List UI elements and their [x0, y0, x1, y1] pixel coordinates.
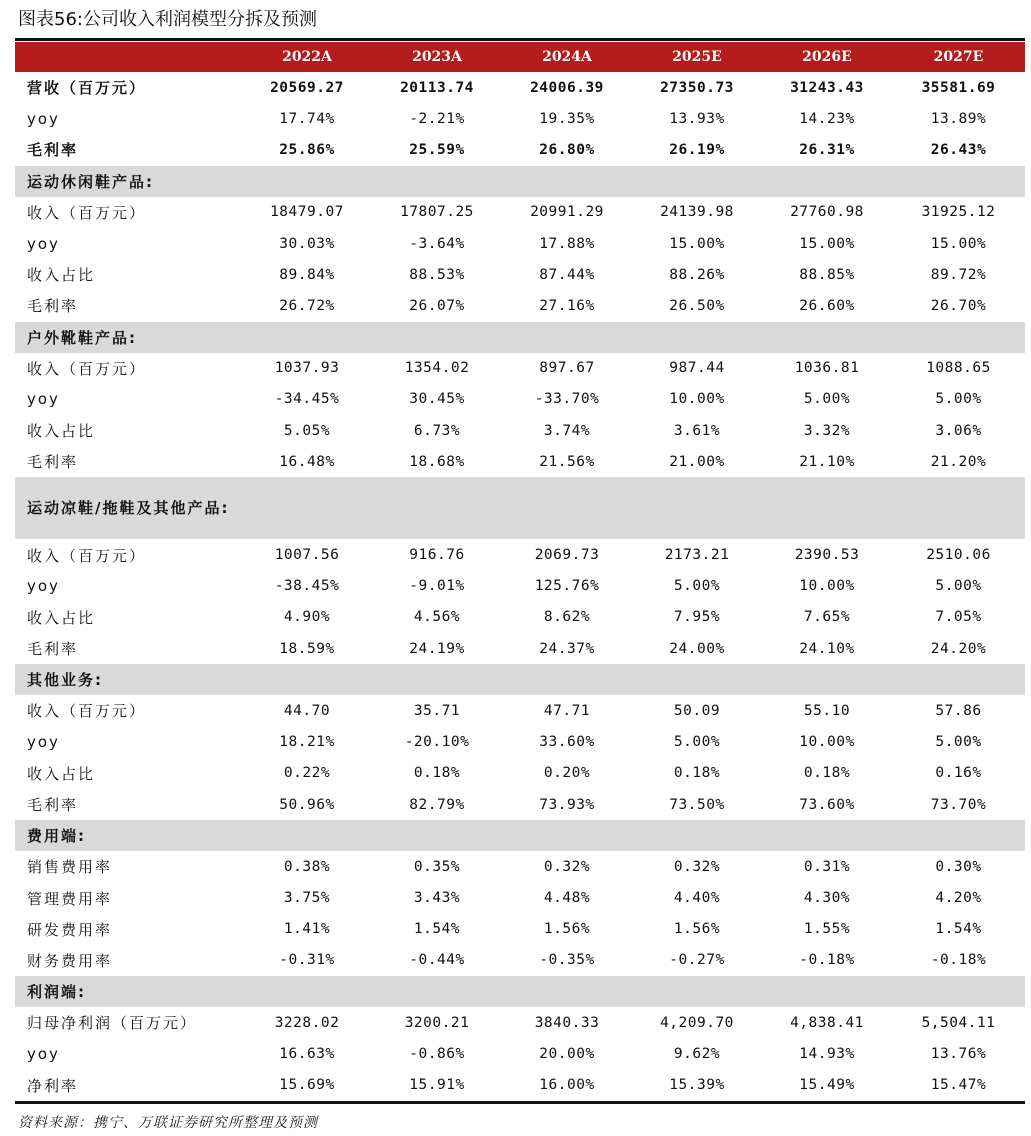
- value-cell: 0.20%: [543, 765, 591, 782]
- row-label: 归母净利润（百万元）: [27, 1014, 198, 1033]
- table-row: [15, 353, 1025, 384]
- row-label: 运动凉鞋/拖鞋及其他产品:: [15, 477, 242, 539]
- value-cell: [762, 166, 892, 197]
- table-row: [15, 134, 1025, 165]
- value-cell: 16.00%: [539, 1077, 595, 1094]
- value-cell: 1.55%: [803, 921, 851, 938]
- table-row: [15, 290, 1025, 321]
- row-label: 费用端:: [15, 820, 242, 851]
- value-cell: 17807.25: [400, 204, 474, 221]
- value-cell: [242, 477, 372, 539]
- table-row: [15, 633, 1025, 664]
- value-cell: -0.35%: [539, 952, 595, 969]
- row-label: yoy: [27, 577, 60, 596]
- value-cell: -0.18%: [930, 952, 987, 969]
- row-label: 收入占比: [27, 266, 96, 285]
- table-row: [15, 1038, 1025, 1069]
- value-cell: [762, 322, 892, 353]
- value-cell: 4.90%: [283, 609, 331, 626]
- value-cell: 0.31%: [803, 858, 851, 875]
- value-cell: [762, 820, 892, 851]
- value-cell: 20.00%: [539, 1046, 595, 1063]
- value-cell: 5.00%: [935, 734, 982, 751]
- value-cell: 30.45%: [409, 391, 465, 408]
- row-label: yoy: [27, 733, 60, 752]
- value-cell: 3228.02: [274, 1014, 340, 1031]
- value-cell: 4.48%: [543, 890, 591, 907]
- row-label: 毛利率: [27, 297, 79, 316]
- value-cell: [762, 976, 892, 1007]
- section-header-row: [15, 322, 1025, 353]
- section-header-row: [15, 166, 1025, 197]
- value-cell: 5.00%: [673, 734, 721, 751]
- value-cell: 26.80%: [539, 141, 595, 158]
- header-cell-year: 2025E: [632, 42, 762, 72]
- value-cell: 73.60%: [799, 796, 855, 813]
- value-cell: 26.50%: [669, 297, 725, 314]
- value-cell: 30.03%: [279, 235, 335, 252]
- bottom-rule: [15, 1101, 1025, 1104]
- value-cell: 89.84%: [279, 266, 335, 283]
- value-cell: 125.76%: [534, 578, 600, 595]
- value-cell: -20.10%: [404, 734, 470, 751]
- value-cell: 4.20%: [935, 890, 982, 907]
- value-cell: [242, 166, 372, 197]
- table-row: [15, 883, 1025, 914]
- value-cell: 17.74%: [279, 110, 335, 127]
- value-cell: [892, 976, 1025, 1007]
- value-cell: 25.59%: [409, 141, 465, 158]
- value-cell: 24.00%: [669, 640, 725, 657]
- value-cell: 5.00%: [673, 578, 721, 595]
- value-cell: 13.89%: [930, 110, 987, 127]
- value-cell: 18479.07: [270, 204, 344, 221]
- value-cell: 15.49%: [799, 1077, 855, 1094]
- value-cell: 0.30%: [935, 858, 982, 875]
- row-label: yoy: [27, 390, 60, 409]
- value-cell: 21.56%: [539, 453, 595, 470]
- table-row: [15, 72, 1025, 103]
- value-cell: [632, 664, 762, 695]
- value-cell: -38.45%: [274, 578, 340, 595]
- value-cell: 2390.53: [794, 547, 860, 564]
- value-cell: 0.16%: [935, 765, 982, 782]
- value-cell: -0.31%: [279, 952, 335, 969]
- value-cell: [502, 820, 632, 851]
- value-cell: 19.35%: [539, 110, 595, 127]
- row-label: yoy: [27, 109, 60, 128]
- value-cell: 7.65%: [803, 609, 851, 626]
- value-cell: 1.54%: [935, 921, 982, 938]
- value-cell: 25.86%: [279, 141, 335, 158]
- value-cell: [372, 166, 502, 197]
- value-cell: 10.00%: [799, 734, 855, 751]
- value-cell: [242, 664, 372, 695]
- value-cell: 3.75%: [283, 890, 331, 907]
- value-cell: 47.71: [543, 702, 591, 719]
- value-cell: 0.18%: [673, 765, 721, 782]
- row-label: 营收（百万元）: [27, 79, 147, 98]
- value-cell: 0.38%: [283, 858, 331, 875]
- value-cell: [502, 477, 632, 539]
- table-row: [15, 727, 1025, 758]
- value-cell: 27350.73: [660, 79, 734, 96]
- row-label: 利润端:: [15, 976, 242, 1007]
- value-cell: [632, 976, 762, 1007]
- value-cell: 44.70: [283, 702, 331, 719]
- value-cell: -3.64%: [409, 235, 465, 252]
- value-cell: [372, 477, 502, 539]
- value-cell: 1.41%: [283, 921, 331, 938]
- value-cell: 82.79%: [409, 796, 465, 813]
- financial-model-table: [15, 42, 1025, 1101]
- value-cell: [892, 477, 1025, 539]
- value-cell: [372, 976, 502, 1007]
- value-cell: 35.71: [413, 702, 461, 719]
- value-cell: [892, 820, 1025, 851]
- value-cell: 0.32%: [543, 858, 591, 875]
- value-cell: 50.96%: [279, 796, 335, 813]
- value-cell: 3.43%: [413, 890, 461, 907]
- value-cell: [892, 664, 1025, 695]
- value-cell: 3840.33: [534, 1014, 600, 1031]
- value-cell: 1.56%: [543, 921, 591, 938]
- value-cell: [242, 976, 372, 1007]
- value-cell: -0.27%: [669, 952, 725, 969]
- value-cell: 21.00%: [669, 453, 725, 470]
- value-cell: 4,209.70: [660, 1014, 734, 1031]
- value-cell: [372, 664, 502, 695]
- value-cell: 5.00%: [803, 391, 851, 408]
- value-cell: 24.10%: [799, 640, 855, 657]
- table-row: [15, 914, 1025, 945]
- section-header-row: [15, 477, 1025, 539]
- value-cell: 6.73%: [413, 422, 461, 439]
- row-label: 收入（百万元）: [27, 546, 147, 565]
- value-cell: 1354.02: [404, 360, 470, 377]
- value-cell: 88.26%: [669, 266, 725, 283]
- value-cell: 7.95%: [673, 609, 721, 626]
- value-cell: [762, 477, 892, 539]
- value-cell: 0.18%: [803, 765, 851, 782]
- value-cell: 4.30%: [803, 890, 851, 907]
- value-cell: 57.86: [935, 702, 982, 719]
- row-label: 收入占比: [27, 422, 96, 441]
- section-header-row: [15, 976, 1025, 1007]
- value-cell: 27.16%: [539, 297, 595, 314]
- top-rule: [15, 38, 1025, 41]
- value-cell: 26.07%: [409, 297, 465, 314]
- value-cell: 89.72%: [930, 266, 987, 283]
- row-label: 毛利率: [27, 640, 79, 659]
- value-cell: 27760.98: [790, 204, 864, 221]
- value-cell: 73.93%: [539, 796, 595, 813]
- value-cell: 18.59%: [279, 640, 335, 657]
- section-header-row: [15, 664, 1025, 695]
- value-cell: 20113.74: [400, 79, 474, 96]
- table-row: [15, 446, 1025, 477]
- value-cell: 15.39%: [669, 1077, 725, 1094]
- value-cell: -9.01%: [409, 578, 465, 595]
- value-cell: 5,504.11: [921, 1014, 996, 1031]
- value-cell: 10.00%: [799, 578, 855, 595]
- value-cell: 2510.06: [926, 547, 991, 564]
- value-cell: 21.10%: [799, 453, 855, 470]
- value-cell: 26.31%: [799, 141, 855, 158]
- value-cell: -2.21%: [409, 110, 465, 127]
- row-label: 财务费用率: [27, 951, 113, 970]
- value-cell: 20991.29: [530, 204, 604, 221]
- value-cell: 26.19%: [669, 141, 725, 158]
- value-cell: 88.85%: [799, 266, 855, 283]
- value-cell: 0.22%: [283, 765, 331, 782]
- value-cell: [632, 820, 762, 851]
- figure-title: 图表56:公司收入利润模型分拆及预测: [18, 9, 317, 30]
- value-cell: 1007.56: [274, 547, 340, 564]
- value-cell: 87.44%: [539, 266, 595, 283]
- source-note: 资料来源：携宁、万联证券研究所整理及预测: [18, 1115, 318, 1131]
- value-cell: 73.50%: [669, 796, 725, 813]
- table-row: [15, 1007, 1025, 1038]
- value-cell: 1037.93: [274, 360, 340, 377]
- value-cell: -0.44%: [409, 952, 465, 969]
- value-cell: [502, 322, 632, 353]
- value-cell: [762, 664, 892, 695]
- row-label: 户外靴鞋产品:: [15, 322, 242, 353]
- value-cell: 10.00%: [669, 391, 725, 408]
- header-cell-year: 2026E: [762, 42, 892, 72]
- table-row: [15, 789, 1025, 820]
- value-cell: 24.19%: [409, 640, 465, 657]
- value-cell: 3.32%: [803, 422, 851, 439]
- table-row: [15, 103, 1025, 134]
- value-cell: 8.62%: [543, 609, 591, 626]
- table-row: [15, 851, 1025, 882]
- header-cell-label: [15, 42, 242, 72]
- table-row: [15, 602, 1025, 633]
- value-cell: 3200.21: [404, 1014, 470, 1031]
- value-cell: 15.00%: [799, 235, 855, 252]
- value-cell: [632, 166, 762, 197]
- value-cell: 1036.81: [794, 360, 860, 377]
- value-cell: 13.76%: [930, 1046, 987, 1063]
- value-cell: 0.35%: [413, 858, 461, 875]
- value-cell: [242, 820, 372, 851]
- section-header-row: [15, 820, 1025, 851]
- value-cell: 14.23%: [799, 110, 855, 127]
- table-row: [15, 259, 1025, 290]
- table-row: [15, 539, 1025, 570]
- value-cell: 14.93%: [799, 1046, 855, 1063]
- row-label: 运动休闲鞋产品:: [15, 166, 242, 197]
- value-cell: [892, 322, 1025, 353]
- value-cell: 15.00%: [930, 235, 987, 252]
- value-cell: 5.00%: [935, 391, 982, 408]
- value-cell: 1.56%: [673, 921, 721, 938]
- table-row: [15, 415, 1025, 446]
- value-cell: 3.61%: [673, 422, 721, 439]
- table-row: [15, 758, 1025, 789]
- value-cell: 21.20%: [930, 453, 987, 470]
- value-cell: 13.93%: [669, 110, 725, 127]
- row-label: 研发费用率: [27, 920, 113, 939]
- value-cell: 3.06%: [935, 422, 982, 439]
- value-cell: 9.62%: [673, 1046, 721, 1063]
- value-cell: -0.86%: [409, 1046, 465, 1063]
- table-row: [15, 695, 1025, 726]
- value-cell: 2069.73: [534, 547, 600, 564]
- value-cell: 26.70%: [930, 297, 987, 314]
- value-cell: [502, 664, 632, 695]
- value-cell: [632, 477, 762, 539]
- value-cell: 7.05%: [935, 609, 982, 626]
- value-cell: 31243.43: [790, 79, 864, 96]
- value-cell: -0.18%: [799, 952, 855, 969]
- row-label: 毛利率: [27, 796, 79, 815]
- value-cell: 15.47%: [930, 1077, 987, 1094]
- value-cell: 2173.21: [664, 547, 730, 564]
- value-cell: 15.91%: [409, 1077, 465, 1094]
- value-cell: 987.44: [669, 360, 725, 377]
- value-cell: -33.70%: [534, 391, 600, 408]
- value-cell: 73.70%: [930, 796, 987, 813]
- value-cell: 33.60%: [539, 734, 595, 751]
- row-label: 净利率: [27, 1076, 79, 1095]
- value-cell: [242, 322, 372, 353]
- value-cell: 4,838.41: [790, 1014, 864, 1031]
- row-label: 毛利率: [27, 453, 79, 472]
- row-label: yoy: [27, 234, 60, 253]
- value-cell: 18.21%: [279, 734, 335, 751]
- value-cell: 18.68%: [409, 453, 465, 470]
- value-cell: 3.74%: [543, 422, 591, 439]
- row-label: 收入（百万元）: [27, 359, 147, 378]
- table-row: [15, 945, 1025, 976]
- table-row: [15, 571, 1025, 602]
- value-cell: 5.05%: [283, 422, 331, 439]
- row-label: 毛利率: [27, 141, 79, 160]
- value-cell: 0.32%: [673, 858, 721, 875]
- value-cell: 17.88%: [539, 235, 595, 252]
- value-cell: 35581.69: [921, 79, 996, 96]
- value-cell: 4.40%: [673, 890, 721, 907]
- value-cell: [632, 322, 762, 353]
- value-cell: 26.72%: [279, 297, 335, 314]
- value-cell: 88.53%: [409, 266, 465, 283]
- header-cell-year: 2022A: [242, 42, 372, 72]
- value-cell: 24.37%: [539, 640, 595, 657]
- table-header-row: [15, 42, 1025, 72]
- table-row: [15, 384, 1025, 415]
- row-label: 管理费用率: [27, 889, 113, 908]
- value-cell: [502, 166, 632, 197]
- header-cell-year: 2023A: [372, 42, 502, 72]
- table-row: [15, 197, 1025, 228]
- value-cell: 50.09: [673, 702, 721, 719]
- value-cell: 24006.39: [530, 79, 604, 96]
- value-cell: 1.54%: [413, 921, 461, 938]
- value-cell: 4.56%: [413, 609, 461, 626]
- value-cell: 55.10: [803, 702, 851, 719]
- row-label: yoy: [27, 1045, 60, 1064]
- value-cell: 16.48%: [279, 453, 335, 470]
- row-label: 销售费用率: [27, 858, 113, 877]
- value-cell: 20569.27: [270, 79, 344, 96]
- row-label: 收入（百万元）: [27, 702, 147, 721]
- value-cell: 1088.65: [926, 360, 991, 377]
- value-cell: 897.67: [539, 360, 595, 377]
- value-cell: [892, 166, 1025, 197]
- value-cell: 26.43%: [930, 141, 987, 158]
- value-cell: 24139.98: [660, 204, 734, 221]
- table-row: [15, 228, 1025, 259]
- table-row: [15, 1070, 1025, 1101]
- value-cell: 0.18%: [413, 765, 461, 782]
- row-label: 收入占比: [27, 764, 96, 783]
- value-cell: 31925.12: [921, 204, 996, 221]
- value-cell: 26.60%: [799, 297, 855, 314]
- header-cell-year: 2024A: [502, 42, 632, 72]
- value-cell: 15.00%: [669, 235, 725, 252]
- value-cell: [372, 820, 502, 851]
- value-cell: [372, 322, 502, 353]
- value-cell: 916.76: [409, 547, 465, 564]
- row-label: 其他业务:: [15, 664, 242, 695]
- value-cell: 24.20%: [930, 640, 987, 657]
- row-label: 收入（百万元）: [27, 203, 147, 222]
- value-cell: [502, 976, 632, 1007]
- table-body: [15, 72, 1025, 1101]
- value-cell: 5.00%: [935, 578, 982, 595]
- value-cell: -34.45%: [274, 391, 340, 408]
- header-cell-year: 2027E: [892, 42, 1025, 72]
- value-cell: 15.69%: [279, 1077, 335, 1094]
- value-cell: 16.63%: [279, 1046, 335, 1063]
- row-label: 收入占比: [27, 608, 96, 627]
